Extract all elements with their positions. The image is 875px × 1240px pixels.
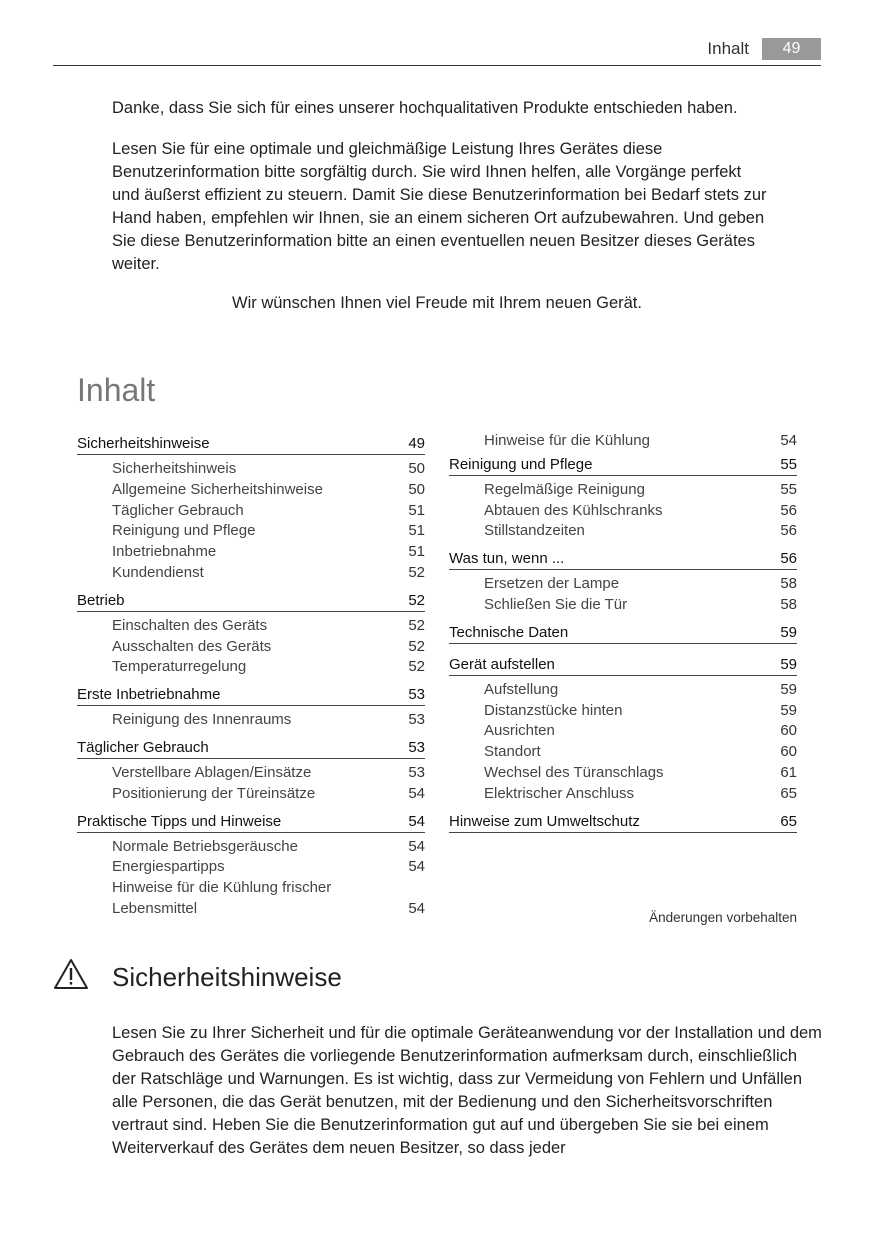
toc-entry-page: 53 xyxy=(408,686,425,704)
toc-subentry-page: 61 xyxy=(780,763,797,781)
toc-subentry-page: 59 xyxy=(780,680,797,698)
toc-subentry-page: 52 xyxy=(408,637,425,655)
toc-subentry[interactable] xyxy=(77,878,425,899)
toc-subentry-title: Reinigung des Innenraums xyxy=(112,711,292,729)
toc-subentry-page: 59 xyxy=(780,701,797,719)
toc-subentry-page: 54 xyxy=(408,899,425,917)
header-rule xyxy=(53,65,821,66)
toc-entry[interactable] xyxy=(449,809,797,832)
toc-subentry[interactable] xyxy=(449,701,797,722)
toc-entry-page: 65 xyxy=(780,812,797,830)
toc-group xyxy=(449,643,797,652)
toc-group xyxy=(449,569,797,620)
toc-subentry-page: 54 xyxy=(780,432,797,449)
toc-subentry[interactable] xyxy=(449,784,797,805)
toc-subentry-title: Regelmäßige Reinigung xyxy=(484,480,645,498)
toc-group xyxy=(77,705,425,735)
toc-subentry[interactable] xyxy=(77,857,425,878)
warning-icon xyxy=(53,958,89,990)
toc-subentry-title: Schließen Sie die Tür xyxy=(484,595,628,613)
toc-subentry-page: 55 xyxy=(780,480,797,498)
toc-subentry-title: Ersetzen der Lampe xyxy=(484,575,620,593)
toc-subentry-page: 65 xyxy=(780,784,797,802)
toc-subentry[interactable] xyxy=(449,595,797,616)
toc-subentry-title: Ausschalten des Geräts xyxy=(112,637,272,655)
toc-group xyxy=(449,675,797,809)
toc-subentry[interactable] xyxy=(77,563,425,584)
toc-subentry-page: 52 xyxy=(408,563,425,581)
toc-subentry-page: 56 xyxy=(780,501,797,519)
toc-entry-page: 59 xyxy=(780,623,797,641)
toc-subentry[interactable] xyxy=(449,763,797,784)
toc-group xyxy=(77,832,425,924)
toc-subentry[interactable] xyxy=(449,680,797,701)
toc-subentry[interactable] xyxy=(77,616,425,637)
toc-subentry-page: 54 xyxy=(408,837,425,855)
section-title: Sicherheitshinweise xyxy=(112,962,342,992)
toc-subentry[interactable] xyxy=(77,459,425,480)
toc-group xyxy=(77,611,425,682)
toc-entry-page: 52 xyxy=(408,591,425,609)
toc-subentry-page: 52 xyxy=(408,616,425,634)
toc-subentry[interactable] xyxy=(77,542,425,563)
toc-entry[interactable] xyxy=(449,546,797,569)
toc-subentry[interactable] xyxy=(449,501,797,522)
toc-subentry-title: Täglicher Gebrauch xyxy=(112,501,244,519)
toc-subentry-page: 51 xyxy=(408,543,425,561)
toc-subentry-title: Energiespartipps xyxy=(112,858,225,876)
toc-subentry-page: 52 xyxy=(408,658,425,676)
intro-paragraph-1: Danke, dass Sie sich für eines unserer hochqualitativen Produkte entschieden haben. xyxy=(112,99,738,117)
toc-subentry-page: 51 xyxy=(408,522,425,540)
toc-subentry[interactable] xyxy=(449,431,797,452)
toc-entry-title: Betrieb xyxy=(77,591,125,609)
toc-entry-page: 56 xyxy=(780,550,797,568)
toc-subentry-title: Einschalten des Geräts xyxy=(112,616,268,634)
toc-entry[interactable] xyxy=(449,620,797,643)
toc-subentry[interactable] xyxy=(449,480,797,501)
toc-subentry[interactable] xyxy=(77,501,425,522)
toc-subentry-title: Temperaturregelung xyxy=(112,658,247,676)
toc-entry-title: Hinweise zum Umweltschutz xyxy=(449,812,640,830)
toc-title: Inhalt xyxy=(77,372,156,408)
toc-subentry-title: Reinigung und Pflege xyxy=(112,522,256,540)
toc-subentry-title: Normale Betriebsgeräusche xyxy=(112,837,298,855)
toc-subentry-page: 60 xyxy=(780,722,797,740)
toc-entry[interactable] xyxy=(77,809,425,832)
toc-subentry-title: Allgemeine Sicherheitshinweise xyxy=(112,480,323,498)
toc-subentry-title: Hinweise für die Kühlung frischer xyxy=(112,879,332,897)
toc-subentry-title: Positionierung der Türeinsätze xyxy=(112,784,316,802)
toc-subentry-title: Abtauen des Kühlschranks xyxy=(484,501,663,519)
toc-entry-page: 53 xyxy=(408,738,425,756)
toc-entry-page: 55 xyxy=(780,455,797,473)
toc-subentry[interactable] xyxy=(77,763,425,784)
toc-subentry[interactable] xyxy=(77,899,425,920)
toc-subentry-page: 58 xyxy=(780,575,797,593)
toc-group xyxy=(449,475,797,546)
toc-entry-title: Gerät aufstellen xyxy=(449,655,555,673)
toc-column-right xyxy=(449,431,797,841)
toc-subentry[interactable] xyxy=(449,721,797,742)
toc-subentry-title: Sicherheitshinweis xyxy=(112,460,237,477)
toc-entry-page: 49 xyxy=(408,435,425,452)
toc-subentry-title: Wechsel des Türanschlags xyxy=(484,763,664,781)
toc-subentry-title: Verstellbare Ablagen/Einsätze xyxy=(112,763,312,781)
toc-entry-title: Was tun, wenn ... xyxy=(449,550,565,568)
intro-paragraph-3: Wir wünschen Ihnen viel Freude mit Ihrem neuen Gerät. xyxy=(232,294,642,312)
toc-subentry-page: 56 xyxy=(780,522,797,540)
toc-subentry-page: 53 xyxy=(408,763,425,781)
toc-entry-page: 54 xyxy=(408,812,425,830)
toc-subentry-title: Inbetriebnahme xyxy=(112,543,217,561)
section-body: Lesen Sie zu Ihrer Sicherheit und für die optimale Geräteanwendung vor der Installation und dem Gebrauch des Gerätes die vorliegende Benutzerinformation aufmerksam durch, einschließlich der Ratschläge und Warnungen. Es ist wichtig, dass zur Vermeidung von Fehlern und Unfällen alle Personen, die das Gerät benutzen, mit der Bedienung und den Sicherheitsvorschriften vertraut sind. Heben Sie die Benutzerinformation gut auf und übergeben Sie sie bei einem Weiterverkauf des Gerätes dem neuen Besitzer, so dass jeder xyxy=(112,1024,822,1157)
toc-subentry-title: Stillstandzeiten xyxy=(484,522,585,540)
toc-entry[interactable] xyxy=(77,431,425,454)
toc-group xyxy=(77,758,425,809)
toc-subentry[interactable] xyxy=(77,710,425,731)
toc-subentry[interactable] xyxy=(449,574,797,595)
page-number-badge: 49 xyxy=(762,38,821,60)
toc-subentry[interactable] xyxy=(77,637,425,658)
toc-entry[interactable] xyxy=(77,682,425,705)
toc-column-left xyxy=(77,431,425,924)
toc-subentry-title: Hinweise für die Kühlung xyxy=(484,432,650,449)
toc-entry[interactable] xyxy=(77,588,425,611)
toc-entry[interactable] xyxy=(449,652,797,675)
toc-subentry-title: Lebensmittel xyxy=(112,899,198,917)
toc-subentry[interactable] xyxy=(77,521,425,542)
toc-subentry[interactable] xyxy=(449,742,797,763)
toc-subentry-page: 58 xyxy=(780,595,797,613)
header-title: Inhalt xyxy=(707,39,749,58)
toc-entry-title: Reinigung und Pflege xyxy=(449,455,593,473)
toc-entry-title: Praktische Tipps und Hinweise xyxy=(77,812,282,830)
toc-entry-page: 59 xyxy=(780,655,797,673)
toc-entry-title: Täglicher Gebrauch xyxy=(77,738,209,756)
toc-subentry[interactable] xyxy=(77,837,425,858)
toc-subentry-page: 60 xyxy=(780,743,797,761)
toc-subentry-page: 50 xyxy=(408,460,425,477)
toc-subentry[interactable] xyxy=(77,657,425,678)
toc-entry[interactable] xyxy=(77,735,425,758)
toc-entry-title: Technische Daten xyxy=(449,623,569,641)
toc-subentry-title: Ausrichten xyxy=(484,722,555,740)
toc-subentry-title: Elektrischer Anschluss xyxy=(484,784,635,802)
toc-subentry-title: Standort xyxy=(484,743,541,761)
toc-subentry-title: Distanzstücke hinten xyxy=(484,701,623,719)
toc-subentry-title: Kundendienst xyxy=(112,563,204,581)
toc-group xyxy=(77,454,425,588)
toc-subentry[interactable] xyxy=(77,784,425,805)
changes-note: Änderungen vorbehalten xyxy=(649,910,797,925)
toc-group xyxy=(449,832,797,841)
toc-subentry-page: 53 xyxy=(408,711,425,729)
toc-entry-title: Erste Inbetriebnahme xyxy=(77,686,221,704)
toc-entry-title: Sicherheitshinweise xyxy=(77,435,210,452)
toc-subentry-page: 51 xyxy=(408,501,425,519)
toc-subentry-title: Aufstellung xyxy=(484,680,559,698)
intro-paragraph-2: Lesen Sie für eine optimale und gleichmäßige Leistung Ihres Gerätes diese Benutzerinformation bitte sorgfältig durch. Sie wird Ihnen helfen, alle Vorgänge perfekt und äußerst effizient zu steuern. Damit Sie diese Benutzerinformation bei Bedarf stets zur Hand haben, empfehlen wir Ihnen, sie an einem sicheren Ort aufzubewahren. Und geben Sie diese Benutzerinformation bitte an einen eventuellen neuen Besitzer dieses Gerätes weiter. xyxy=(112,140,767,273)
toc-subentry-page: 54 xyxy=(408,858,425,876)
toc-subentry[interactable] xyxy=(77,480,425,501)
toc-subentry-page: 50 xyxy=(408,480,425,498)
toc-subentry-page: 54 xyxy=(408,784,425,802)
toc-entry[interactable] xyxy=(449,452,797,475)
toc-subentry[interactable] xyxy=(449,521,797,542)
